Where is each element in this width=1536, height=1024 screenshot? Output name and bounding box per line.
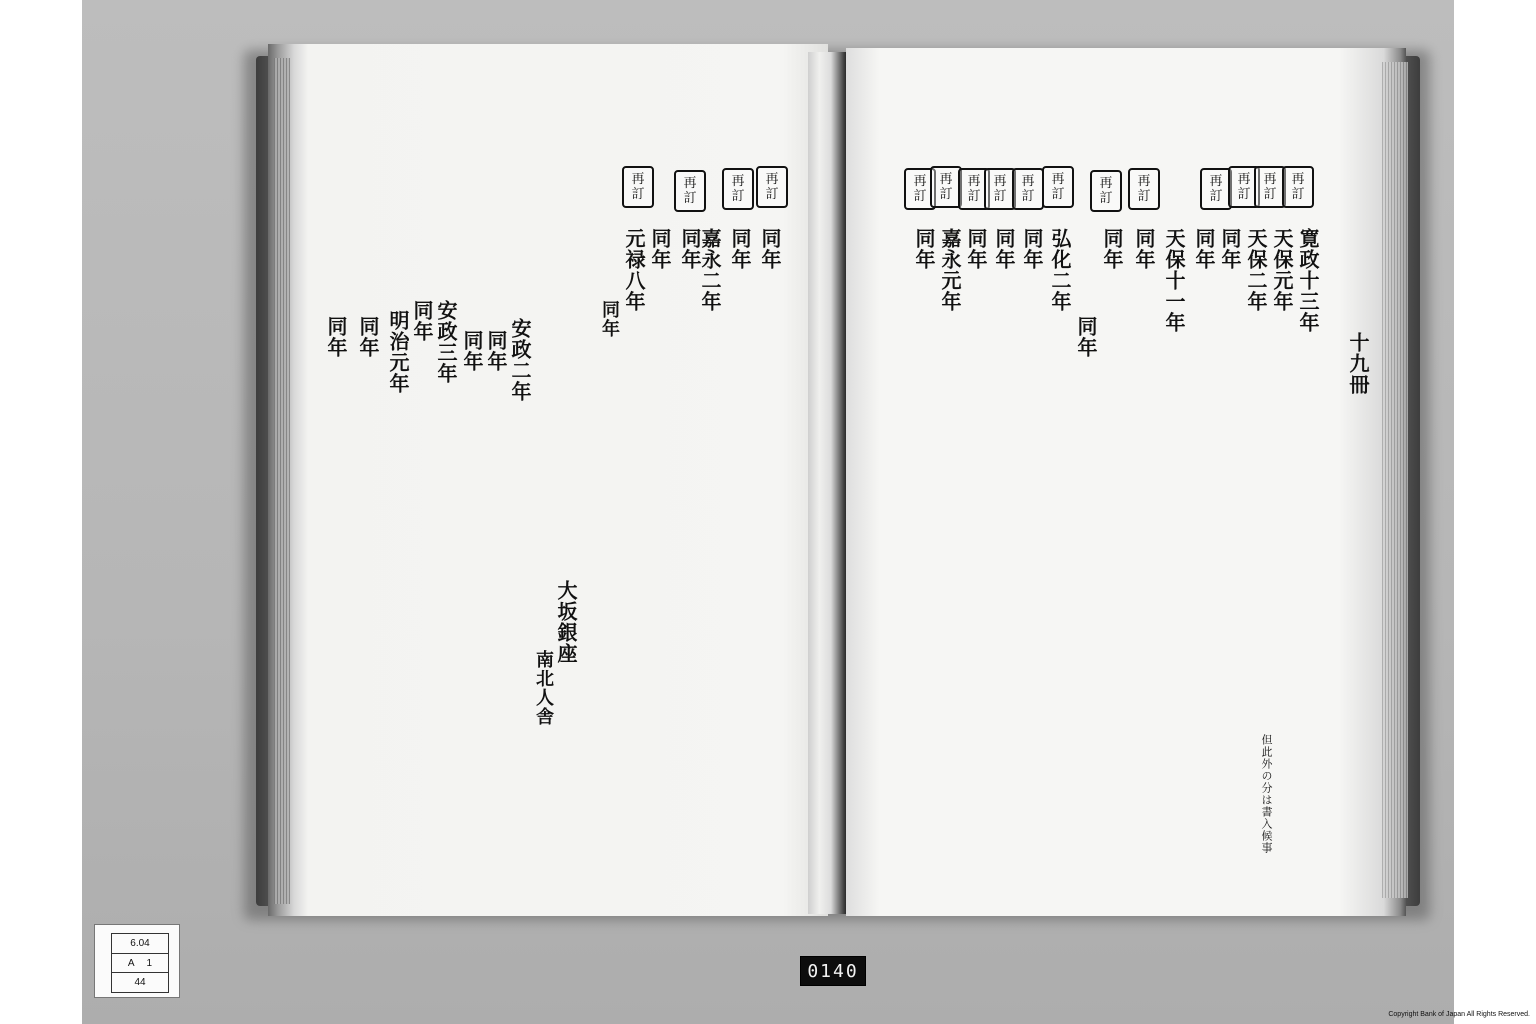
handwritten-column: 同年 [324, 316, 348, 358]
handwritten-column: 同年 [1074, 316, 1098, 358]
signature: 大坂銀座 [554, 580, 578, 664]
handwritten-column: 同年 [1020, 228, 1044, 270]
handwritten-column: 安政三年 [434, 300, 458, 384]
handwritten-column: 同年 [1132, 228, 1156, 270]
handwritten-column: 天保十一年 [1162, 228, 1186, 333]
revision-stamp: 再 訂 [1128, 168, 1160, 210]
revision-stamp: 再 訂 [1042, 166, 1074, 208]
handwritten-column: 安政二年 [508, 318, 532, 402]
revision-stamp: 再 訂 [622, 166, 654, 208]
handwritten-column: 同年 [460, 330, 484, 372]
archive-label-line1: 6.04 [112, 934, 168, 954]
handwritten-column: 弘化二年 [1048, 228, 1072, 312]
revision-stamp: 再 訂 [1012, 168, 1044, 210]
handwritten-column: 天保元年 [1270, 228, 1294, 312]
revision-stamp: 再 訂 [1228, 166, 1260, 208]
handwritten-column: 同年 [648, 228, 672, 270]
archive-label-line3: 44 [134, 977, 146, 989]
left-page-edges [274, 58, 290, 904]
book-gutter [808, 52, 846, 914]
revision-stamp: 再 訂 [958, 168, 990, 210]
handwritten-column: 同年 [356, 316, 380, 358]
handwritten-column: 同年 [410, 300, 434, 342]
signature-sub: 南北人舎 [533, 650, 554, 726]
revision-stamp: 再 訂 [674, 170, 706, 212]
handwritten-column: 同年 [678, 228, 702, 270]
revision-stamp: 再 訂 [1254, 166, 1286, 208]
revision-stamp: 再 訂 [930, 166, 962, 208]
frame-number: 0140 [800, 956, 866, 986]
margin-note: 但此外の分は書入候事 [1260, 734, 1273, 854]
revision-stamp: 再 訂 [1200, 168, 1232, 210]
revision-stamp: 再 訂 [722, 168, 754, 210]
revision-stamp: 再 訂 [984, 168, 1016, 210]
handwritten-column: 同年 [992, 228, 1016, 270]
handwritten-column: 寛政十三年 [1296, 228, 1320, 333]
handwritten-column: 天保二年 [1244, 228, 1268, 312]
archive-label-card [94, 924, 180, 998]
handwritten-column: 同年 [1218, 228, 1242, 270]
handwritten-column: 同年 [1100, 228, 1124, 270]
handwritten-column: 同年 [599, 300, 620, 338]
right-page-edges [1382, 62, 1408, 898]
revision-stamp: 再 訂 [756, 166, 788, 208]
handwritten-column: 嘉永元年 [938, 228, 962, 312]
revision-stamp: 再 訂 [904, 168, 936, 210]
handwritten-column: 同年 [912, 228, 936, 270]
revision-stamp: 再 訂 [1282, 166, 1314, 208]
handwritten-column: 嘉永二年 [698, 228, 722, 312]
handwritten-column: 同年 [964, 228, 988, 270]
page-heading: 十九冊 [1346, 332, 1370, 395]
copyright-notice: Copyright Bank of Japan All Rights Reserved. [1388, 1011, 1530, 1018]
handwritten-column: 同年 [484, 330, 508, 372]
handwritten-column: 同年 [728, 228, 752, 270]
revision-stamp: 再 訂 [1090, 170, 1122, 212]
handwritten-column: 明治元年 [386, 310, 410, 394]
handwritten-column: 同年 [1192, 228, 1216, 270]
handwritten-column: 同年 [758, 228, 782, 270]
archive-label-line2: A 1 [112, 954, 168, 974]
handwritten-column: 元禄八年 [622, 228, 646, 312]
